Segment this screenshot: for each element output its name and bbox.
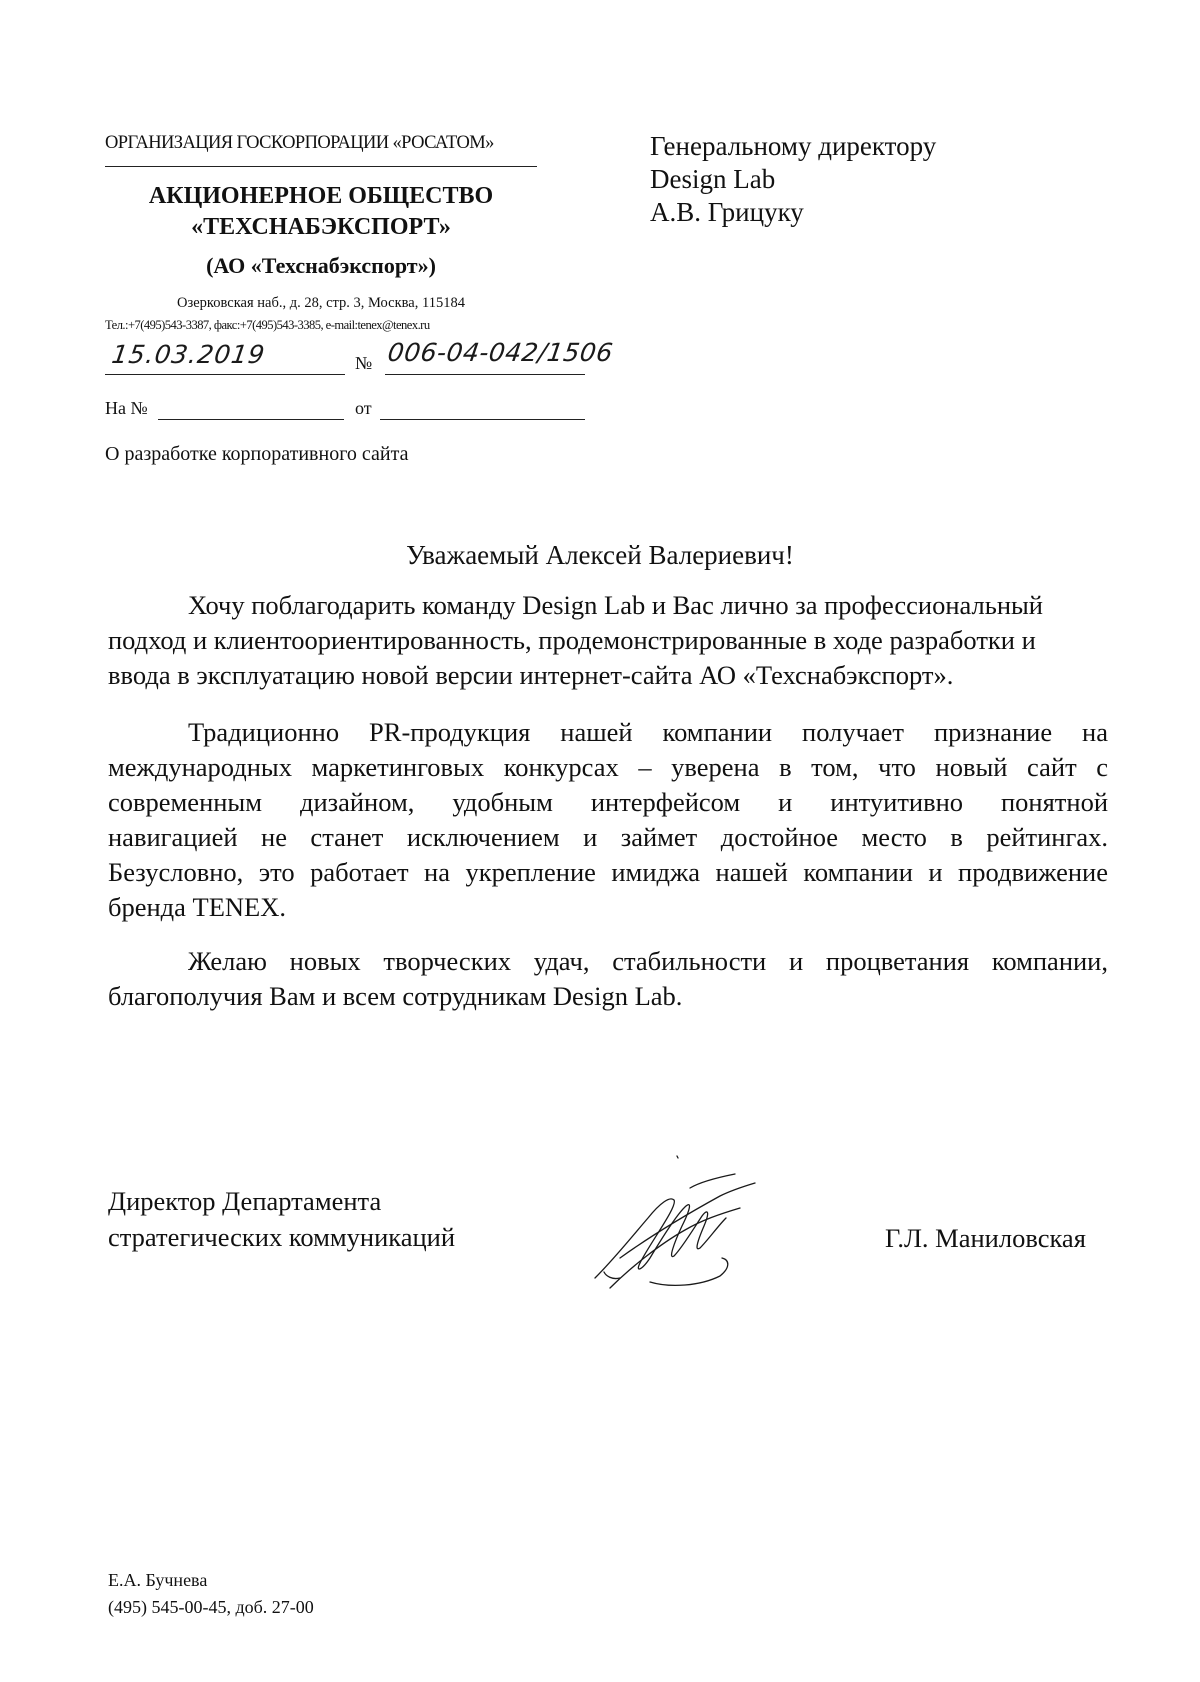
signer-position [108,1183,455,1255]
from-underline [380,419,585,420]
paragraph-2 [108,715,1108,925]
company-name-line1: АКЦИОНЕРНОЕ ОБЩЕСТВО [148,183,494,209]
paragraph-line: Традиционно PR-продукция нашей компании получает признание на [188,717,1108,747]
paragraph-line: Безусловно, это работает на укрепление имиджа нашей компании и продвижение [108,857,1108,887]
letter-date: 15.03.2019 [109,340,268,369]
in-reply-underline [158,419,344,420]
signer-position-line2: стратегических коммуникаций [108,1222,456,1252]
recipient-name: А.В. Грицуку [650,197,804,227]
salutation: Уважаемый Алексей Валериевич! [406,540,794,570]
executor-name: Е.А. Бучнева [108,1570,208,1590]
from-label: от [355,398,372,418]
paragraph-line: Хочу поблагодарить команду Design Lab и Вас лично за профессиональный [188,590,1043,620]
in-reply-label: На № [105,398,148,418]
handwritten-signature [590,1148,770,1298]
paragraph-line: подход и клиентоориентированность, продемонстрированные в ходе разработки и [108,625,1036,655]
letter-number: 006-04-042/1506 [385,338,615,367]
company-name [105,181,537,243]
paragraph-3 [108,944,1108,1014]
paragraph-line: ввода в эксплуатацию новой версии интернет-сайта АО «Техснабэкспорт». [108,660,954,690]
paragraph-line: благополучия Вам и всем сотрудникам Design Lab. [108,981,683,1011]
recipient-company: Design Lab [650,164,776,194]
company-contacts: Тел.:+7(495)543-3387, факс:+7(495)543-3385, e-mail:tenex@tenex.ru [105,318,430,332]
company-name-line2: «ТЕХСНАБЭКСПОРТ» [191,214,451,240]
recipient-title: Генеральному директору [650,131,937,161]
recipient-block [650,130,936,229]
organization-name: ОРГАНИЗАЦИЯ ГОСКОРПОРАЦИИ «РОСАТОМ» [105,133,494,153]
date-underline [105,374,345,375]
paragraph-line: бренда TENEX. [108,892,287,922]
letter-subject: О разработке корпоративного сайта [105,443,409,465]
signer-position-line1: Директор Департамента [108,1186,382,1216]
letterhead-divider [105,166,537,167]
paragraph-line: международных маркетинговых конкурсах – уверена в том, что новый сайт с [108,752,1108,782]
paragraph-line: современным дизайном, удобным интерфейсом и интуитивно понятной [108,787,1108,817]
company-short-name: (АО «Техснабэкспорт») [206,253,436,278]
paragraph-line: Желаю новых творческих удач, стабильности и процветания компании, [188,946,1108,976]
number-label: № [355,353,373,373]
number-underline [385,374,585,375]
paragraph-1 [108,588,1108,693]
signer-name: Г.Л. Маниловская [885,1223,1086,1253]
executor-phone: (495) 545-00-45, доб. 27-00 [108,1597,314,1617]
executor-block [108,1567,314,1621]
company-address: Озерковская наб., д. 28, стр. 3, Москва, 115184 [177,295,465,311]
paragraph-line: навигацией не станет исключением и займет достойное место в рейтингах. [108,822,1108,852]
